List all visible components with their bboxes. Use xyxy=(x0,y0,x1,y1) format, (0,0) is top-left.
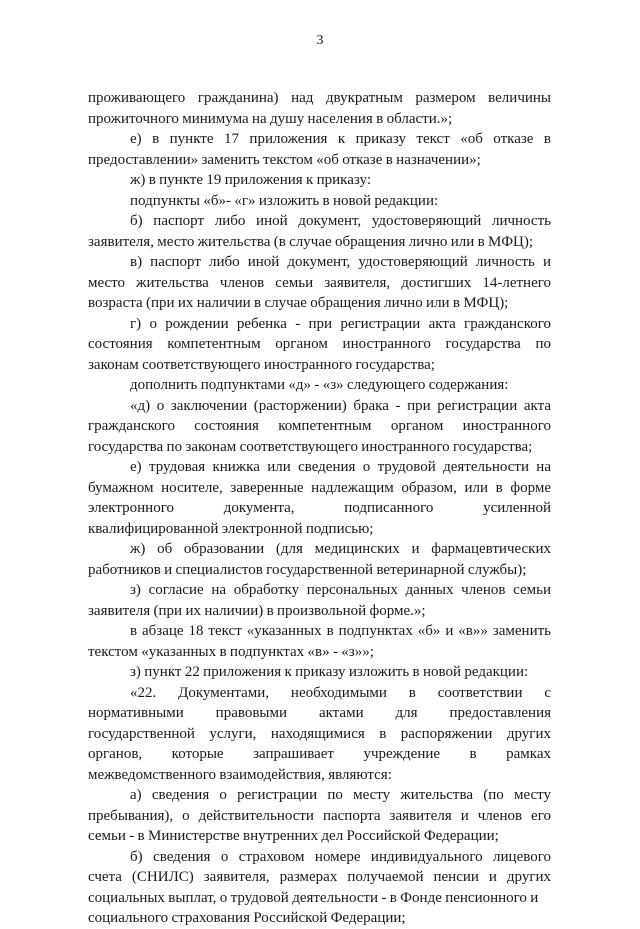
text-line: место жительства членов семьи заявителя, достигших 14-летнего xyxy=(88,274,551,291)
text-line: прожиточного минимума на душу населения в области.»; xyxy=(88,110,453,127)
text-line: текстом «указанных в подпунктах «в» - «з»»; xyxy=(88,643,374,660)
text-line: в абзаце 18 текст «указанных в подпунктах «б» и «в»» заменить xyxy=(130,623,551,639)
text-line: «д) о заключении (расторжении) брака - при регистрации акта xyxy=(130,397,551,414)
text-line: ж) в пункте 19 приложения к приказу: xyxy=(130,172,371,188)
text-line: заявителя (при их наличии) в произвольной форме.»; xyxy=(88,602,426,619)
page-number: 3 xyxy=(316,33,324,48)
text-line: а) сведения о регистрации по месту жительства (по месту xyxy=(130,787,551,803)
text-line: семьи - в Министерстве внутренних дел Российской Федерации; xyxy=(88,828,499,844)
text-line: бумажном носителе, заверенные надлежащим образом, или в форме xyxy=(88,479,551,496)
text-line: предоставлении» заменить текстом «об отказе в назначении»; xyxy=(88,151,481,168)
text-line: в) паспорт либо иной документ, удостоверяющий личность и xyxy=(130,254,551,270)
text-line: подпункты «б»- «г» изложить в новой редакции: xyxy=(130,192,439,209)
document-body xyxy=(88,88,551,929)
text-line: «22. Документами, необходимыми в соответствии с xyxy=(130,684,551,701)
text-line: з) пункт 22 приложения к приказу изложить в новой редакции: xyxy=(130,664,529,680)
text-line: квалифицированной электронной подписью; xyxy=(88,520,374,537)
text-line: гражданского состояния компетентным органом иностранного xyxy=(88,418,551,434)
text-line: социального страхования Российской Федерации; xyxy=(88,910,406,926)
text-line: счета (СНИЛС) заявителя, размерах получаемой пенсии и других xyxy=(88,869,551,885)
text-line: е) трудовая книжка или сведения о трудовой деятельности на xyxy=(130,459,551,475)
text-line: нормативными правовыми актами для предоставления xyxy=(88,705,551,721)
text-line: законам соответствующего иностранного государства; xyxy=(88,356,435,373)
text-line: государственной услуги, находящимися в распоряжении других xyxy=(88,725,551,742)
text-line: ж) об образовании (для медицинских и фармацевтических xyxy=(130,541,551,557)
text-line: з) согласие на обработку персональных данных членов семьи xyxy=(130,582,551,598)
text-line: б) паспорт либо иной документ, удостоверяющий личность xyxy=(130,213,551,229)
text-line: межведомственного взаимодействия, являются: xyxy=(88,766,392,783)
text-line: социальных выплат, о трудовой деятельности - в Фонде пенсионного и xyxy=(88,889,539,906)
text-line: состояния компетентным органом иностранного государства по xyxy=(88,336,551,352)
text-line: электронного документа, подписанного усиленной xyxy=(88,500,551,516)
text-line: б) сведения о страховом номере индивидуального лицевого xyxy=(130,848,551,865)
text-line: пребывания), о действительности паспорта заявителя и членов его xyxy=(88,807,551,824)
text-line: работников и специалистов государственной ветеринарной службы); xyxy=(88,561,527,578)
text-line: органов, которые запрашивает учреждение в рамках xyxy=(88,746,551,762)
text-line: г) о рождении ребенка - при регистрации акта гражданского xyxy=(130,315,551,332)
text-line: государства по законам соответствующего иностранного государства; xyxy=(88,438,533,455)
text-line: заявителя, место жительства (в случае обращения лично или в МФЦ); xyxy=(88,233,534,250)
text-line: возраста (при их наличии в случае обращения лично или в МФЦ); xyxy=(88,295,509,311)
text-line: проживающего гражданина) над двукратным размером величины xyxy=(88,90,551,106)
text-line: дополнить подпунктами «д» - «з» следующего содержания: xyxy=(130,377,509,393)
text-line: е) в пункте 17 приложения к приказу текст «об отказе в xyxy=(130,131,551,147)
